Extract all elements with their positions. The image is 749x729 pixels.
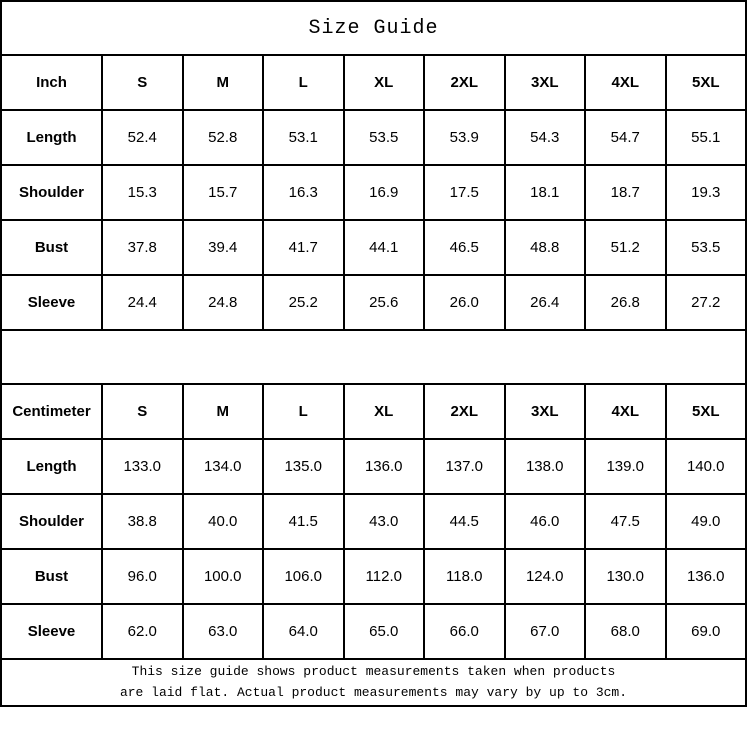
measurement-label: Bust [1, 549, 102, 604]
measurement-value: 15.7 [183, 165, 264, 220]
footer-row [1, 659, 746, 706]
measurement-value: 46.5 [424, 220, 505, 275]
cm-table-unit-label: Centimeter [1, 384, 102, 439]
measurement-value: 52.8 [183, 110, 264, 165]
measurement-value: 69.0 [666, 604, 747, 659]
size-column-header-s: S [102, 384, 183, 439]
size-column-header-xl: XL [344, 384, 425, 439]
measurement-value: 26.8 [585, 275, 666, 330]
measurement-value: 17.5 [424, 165, 505, 220]
size-column-header-4xl: 4XL [585, 384, 666, 439]
measurement-value: 25.2 [263, 275, 344, 330]
measurement-value: 62.0 [102, 604, 183, 659]
measurement-value: 48.8 [505, 220, 586, 275]
measurement-value: 43.0 [344, 494, 425, 549]
measurement-value: 139.0 [585, 439, 666, 494]
size-column-header-l: L [263, 384, 344, 439]
size-column-header-5xl: 5XL [666, 384, 747, 439]
measurement-value: 40.0 [183, 494, 264, 549]
size-column-header-m: M [183, 384, 264, 439]
measurement-value: 65.0 [344, 604, 425, 659]
inch-table-row-sleeve [1, 275, 746, 330]
measurement-value: 44.1 [344, 220, 425, 275]
size-column-header-2xl: 2XL [424, 55, 505, 110]
inch-table-row-length [1, 110, 746, 165]
measurement-value: 53.5 [666, 220, 747, 275]
size-column-header-4xl: 4XL [585, 55, 666, 110]
inch-table-row-bust [1, 220, 746, 275]
measurement-label: Shoulder [1, 165, 102, 220]
measurement-value: 68.0 [585, 604, 666, 659]
measurement-value: 37.8 [102, 220, 183, 275]
gap-section [1, 330, 746, 384]
footer-note-line-2: are laid flat. Actual product measurements may vary by up to 3cm. [119, 684, 628, 700]
measurement-value: 135.0 [263, 439, 344, 494]
measurement-value: 41.7 [263, 220, 344, 275]
footer-note [1, 659, 746, 706]
measurement-value: 51.2 [585, 220, 666, 275]
title-row [1, 1, 746, 55]
measurement-value: 106.0 [263, 549, 344, 604]
measurement-label: Sleeve [1, 275, 102, 330]
measurement-label: Shoulder [1, 494, 102, 549]
measurement-value: 16.3 [263, 165, 344, 220]
size-column-header-5xl: 5XL [666, 55, 747, 110]
measurement-value: 118.0 [424, 549, 505, 604]
measurement-label: Length [1, 110, 102, 165]
measurement-value: 24.4 [102, 275, 183, 330]
measurement-value: 136.0 [666, 549, 747, 604]
measurement-value: 137.0 [424, 439, 505, 494]
measurement-value: 41.5 [263, 494, 344, 549]
measurement-value: 26.0 [424, 275, 505, 330]
inch-table-header-row [1, 55, 746, 110]
measurement-value: 66.0 [424, 604, 505, 659]
title-section [1, 1, 746, 55]
cm-table-row-bust [1, 549, 746, 604]
measurement-value: 130.0 [585, 549, 666, 604]
size-column-header-2xl: 2XL [424, 384, 505, 439]
measurement-value: 53.5 [344, 110, 425, 165]
size-column-header-3xl: 3XL [505, 55, 586, 110]
cm-table-header-row [1, 384, 746, 439]
measurement-value: 39.4 [183, 220, 264, 275]
measurement-label: Length [1, 439, 102, 494]
measurement-value: 55.1 [666, 110, 747, 165]
measurement-value: 100.0 [183, 549, 264, 604]
footer-note-line-1: This size guide shows product measurements taken when products [131, 663, 616, 679]
measurement-value: 15.3 [102, 165, 183, 220]
measurement-value: 38.8 [102, 494, 183, 549]
cm-table-row-length [1, 439, 746, 494]
inch-table-unit-label: Inch [1, 55, 102, 110]
measurement-value: 24.8 [183, 275, 264, 330]
size-column-header-3xl: 3XL [505, 384, 586, 439]
measurement-value: 49.0 [666, 494, 747, 549]
measurement-value: 67.0 [505, 604, 586, 659]
measurement-value: 133.0 [102, 439, 183, 494]
measurement-value: 140.0 [666, 439, 747, 494]
table-gap [1, 330, 746, 384]
size-column-header-l: L [263, 55, 344, 110]
measurement-value: 112.0 [344, 549, 425, 604]
size-column-header-xl: XL [344, 55, 425, 110]
cm-table-row-sleeve [1, 604, 746, 659]
measurement-label: Bust [1, 220, 102, 275]
measurement-value: 27.2 [666, 275, 747, 330]
measurement-value: 54.7 [585, 110, 666, 165]
measurement-value: 54.3 [505, 110, 586, 165]
measurement-value: 18.1 [505, 165, 586, 220]
page-title: Size Guide [1, 1, 746, 55]
measurement-value: 53.9 [424, 110, 505, 165]
measurement-label: Sleeve [1, 604, 102, 659]
measurement-value: 47.5 [585, 494, 666, 549]
measurement-value: 44.5 [424, 494, 505, 549]
measurement-value: 26.4 [505, 275, 586, 330]
measurement-value: 64.0 [263, 604, 344, 659]
measurement-value: 46.0 [505, 494, 586, 549]
inch-table-body [1, 55, 746, 330]
measurement-value: 63.0 [183, 604, 264, 659]
cm-table-row-shoulder [1, 494, 746, 549]
measurement-value: 25.6 [344, 275, 425, 330]
measurement-value: 138.0 [505, 439, 586, 494]
measurement-value: 53.1 [263, 110, 344, 165]
measurement-value: 52.4 [102, 110, 183, 165]
footer-section [1, 659, 746, 706]
measurement-value: 136.0 [344, 439, 425, 494]
inch-table-row-shoulder [1, 165, 746, 220]
measurement-value: 18.7 [585, 165, 666, 220]
measurement-value: 124.0 [505, 549, 586, 604]
size-column-header-s: S [102, 55, 183, 110]
measurement-value: 16.9 [344, 165, 425, 220]
measurement-value: 134.0 [183, 439, 264, 494]
size-column-header-m: M [183, 55, 264, 110]
cm-table-body [1, 384, 746, 659]
gap-row [1, 330, 746, 384]
measurement-value: 19.3 [666, 165, 747, 220]
measurement-value: 96.0 [102, 549, 183, 604]
